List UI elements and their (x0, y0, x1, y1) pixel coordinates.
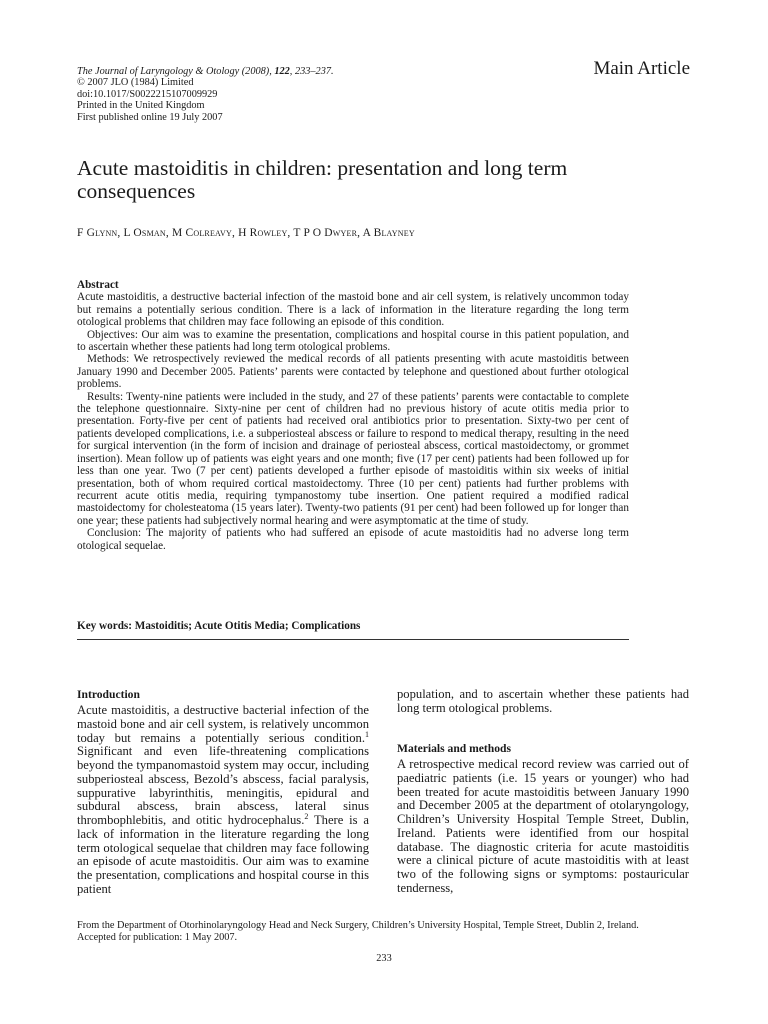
introduction-section (77, 688, 369, 897)
introduction-continued-text: population, and to ascertain whether these patients had long term otological problems. (397, 687, 689, 715)
introduction-text-part-3: There is a lack of information in the literature regarding the long term otological sequelae that children may face following an episode of acute mastoiditis. Our aim was to examine the presentation, complications and hospital course in this patient (77, 813, 369, 896)
journal-citation (77, 66, 334, 77)
page-number: 233 (376, 953, 392, 964)
journal-pages: , 233–237. (289, 66, 334, 77)
abstract-intro: Acute mastoiditis, a destructive bacterial infection of the mastoid bone and air cell system, is relatively uncommon today but remains a potentially serious condition. There is a lack of information in the literature regarding the long term otological problems that children may face following an episode of this condition. (77, 291, 629, 329)
keywords: Key words: Mastoiditis; Acute Otitis Media; Complications (77, 620, 361, 632)
reference-1: 1 (365, 729, 369, 739)
introduction-text-part-1: Acute mastoiditis, a destructive bacterial infection of the mastoid bone and air cell system, is relatively uncommon today but remains a potentially serious condition. (77, 703, 369, 745)
abstract-methods: Methods: We retrospectively reviewed the medical records of all patients presenting with acute mastoiditis between January 1990 and December 2005. Patients’ parents were contacted by telephone and questioned about further otological problems. (77, 353, 629, 391)
introduction-text-part-2: Significant and even life-threatening complications beyond the tympanomastoid system may occur, including subperiosteal abscess, Bezold’s abscess, facial paralysis, suppurative labyrinthitis, meningitis, epidural and subdural abscess, brain abscess, lateral sinus thrombophlebitis, and otitic hydrocephalus. (77, 744, 369, 827)
section-divider (77, 639, 629, 640)
abstract-heading: Abstract (77, 279, 119, 291)
introduction-heading: Introduction (77, 688, 140, 701)
methods-heading: Materials and methods (397, 742, 512, 755)
citation-block (77, 66, 334, 123)
methods-section (397, 742, 689, 896)
abstract-section (77, 279, 629, 552)
journal-volume: 122 (274, 66, 290, 77)
introduction-text (77, 704, 369, 897)
affiliation-note: From the Department of Otorhinolaryngology Head and Neck Surgery, Children’s University Hospital, Temple Street, Dublin 2, Ireland. (77, 920, 639, 931)
doi-line: doi:10.1017/S0022215107009929 (77, 88, 218, 100)
article-type-label: Main Article (593, 58, 690, 79)
introduction-continued (397, 688, 689, 716)
author-list: F Glynn, L Osman, M Colreavy, H Rowley, T P O Dwyer, A Blayney (77, 227, 415, 239)
methods-text: A retrospective medical record review was carried out of paediatric patients (i.e. 15 years or younger) who had been treated for acute mastoiditis between January 1990 and December 2005 at the department of otolaryngology, Children’s University Hospital Temple Street, Dublin, Ireland. Patients were identified from our hospital database. The diagnostic criteria for acute mastoiditis were a clinical picture of acute mastoiditis with at least two of the following signs or symptoms: postauricular tenderness, (397, 757, 689, 895)
copyright-line: © 2007 JLO (1984) Limited (77, 77, 194, 89)
abstract-results: Results: Twenty-nine patients were included in the study, and 27 of these patients’ parents were contactable to complete the telephone questionnaire. Sixty-nine per cent of children had no previous history of acute otitis media prior to presentation. Forty-five per cent of patients had received oral antibiotics prior to presentation. Sixty-two per cent of patients developed complications, i.e. a subperiosteal abscess or failure to respond to medical therapy, resulting in the need for surgical intervention (in the form of incision and drainage of periosteal abscess, cortical mastoidectomy, or grommet insertion). Mean follow up of patients was eight years and one month; five (17 per cent) patients had been followed up for less than one year. Two (7 per cent) patients developed a further episode of mastoiditis within six weeks of initial presentation, both of whom required cortical mastoidectomy. Three (10 per cent) patients had further problems with recurrent acute otitis media, requiring tympanostomy tube insertion. One patient required a modified radical mastoidectomy for cholesteatoma (15 years later). Twenty-two patients (91 per cent) had been followed up for longer than one year; these patients had subjectively normal hearing and were asymptomatic at the time of study. (77, 390, 629, 527)
abstract-objectives: Objectives: Our aim was to examine the presentation, complications and hospital course in this patient population, and to ascertain whether these patients had long term otological problems. (77, 328, 629, 354)
accepted-note: Accepted for publication: 1 May 2007. (77, 931, 238, 943)
abstract-conclusion: Conclusion: The majority of patients who had suffered an episode of acute mastoiditis had no adverse long term otological sequelae. (77, 527, 629, 552)
published-line: First published online 19 July 2007 (77, 111, 223, 123)
journal-name: The Journal of Laryngology & Otology (2008), (77, 66, 275, 77)
article-title: Acute mastoiditis in children: presentation and long term consequences (77, 156, 568, 203)
reference-2: 2 (304, 811, 309, 821)
footnote (77, 920, 692, 943)
printed-line: Printed in the United Kingdom (77, 100, 205, 112)
